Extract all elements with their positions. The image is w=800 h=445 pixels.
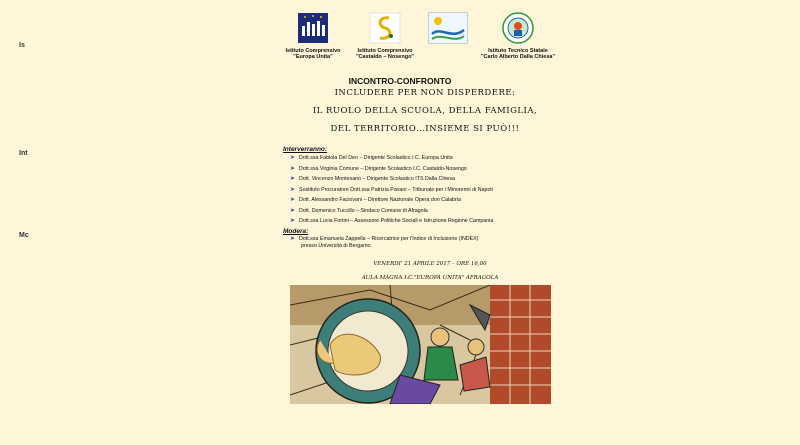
bullet-icon: ➤ [290, 176, 296, 182]
speaker-text: Sostituto Procuratore Dott.ssa Patrizia Pavani – Tribunale per i Minorenni di Napoli [299, 186, 493, 193]
speakers-header: Interverranno: [283, 146, 328, 153]
list-item [290, 185, 493, 196]
list-item [290, 206, 493, 217]
bullet-icon: ➤ [290, 207, 296, 214]
moderator-block [290, 236, 478, 250]
speakers-list [290, 153, 493, 227]
logo-label-line1: Istituto Comprensivo [357, 48, 413, 54]
speaker-text: Dott. Domenico Tuccillo – Sindaco Comune di Afragola [299, 207, 428, 214]
bullet-icon: ➤ [290, 186, 296, 193]
side-label-1: Is [19, 42, 25, 49]
logo-label-line2: "Castaldo – Nosengo" [355, 54, 415, 60]
bullet-icon: ➤ [290, 165, 296, 172]
logo-label-line2: "Europa Unita" [293, 54, 333, 60]
bullet-icon: ➤ [290, 197, 296, 203]
moderator-line-1 [290, 236, 478, 243]
title-line-1: INCLUDERE PER NON DISPERDERE: [334, 88, 516, 98]
mural-image [290, 285, 551, 404]
list-item [290, 216, 493, 227]
list-item [290, 174, 493, 185]
event-heading: INCONTRO-CONFRONTO [348, 76, 452, 86]
bullet-icon: ➤ [290, 155, 296, 161]
castaldo-nosengo-logo [355, 12, 415, 60]
side-label-3: Mc [19, 232, 29, 239]
side-label-2: Int [19, 150, 28, 157]
castaldo-nosengo-emblem-icon [369, 12, 401, 44]
event-venue: AULA MAGNA I.C."EUROPA UNITA" AFRAGOLA [361, 275, 499, 281]
speaker-text: Dott.ssa Virginia Comune – Dirigente Scolastico I.C. Castaldo-Nosengo [299, 165, 467, 172]
dalla-chiesa-emblem-icon [502, 12, 534, 44]
opera-don-calabria-emblem-icon [428, 12, 468, 44]
speaker-text: Dott. Vincenzo Montesano – Dirigente Scolastico ITS Dalla Chiesa [299, 176, 455, 182]
speaker-text: Dott.ssa Fabiola Del Deo – Dirigente Scolastico I.C. Europa Unita [299, 155, 453, 161]
title-line-3: DEL TERRITORIO…INSIEME SI PUÒ!!! [330, 124, 520, 134]
moderator-text: Dott.ssa Emanuela Zappella – Ricercatrice per l'Indice di Inclusione (INDEX) [299, 236, 479, 242]
logo-label-line1: Istituto Comprensivo [285, 48, 341, 54]
dalla-chiesa-logo [478, 12, 558, 60]
europa-unita-emblem-icon [297, 12, 329, 44]
bullet-icon: ➤ [290, 218, 296, 224]
logos-row [282, 12, 572, 64]
moderator-line-2: presso Università di Bergamo. [301, 243, 372, 249]
speaker-text: Dott. Alessandro Faciovani – Direttore Nazionale Opera don Calabria [299, 197, 461, 203]
logo-label-line2: "Carlo Alberto Dalla Chiesa" [480, 54, 556, 60]
list-item [290, 153, 493, 164]
list-item [290, 164, 493, 175]
bullet-icon: ➤ [290, 236, 296, 242]
list-item [290, 195, 493, 206]
europa-unita-logo [282, 12, 344, 60]
logo-label-line1: Istituto Tecnico Statale [488, 48, 548, 54]
moderator-header: Modera: [283, 228, 309, 235]
title-line-2: IL RUOLO DELLA SCUOLA, DELLA FAMIGLIA, [312, 106, 538, 116]
speaker-text: Dott.ssa Lucia Fortini – Assessore Politiche Sociali e Istruzione Regione Campania [299, 218, 494, 224]
event-date: VENERDI' 21 APRILE 2017 – ORE 16,00 [373, 261, 487, 267]
opera-don-calabria-logo [428, 12, 470, 44]
